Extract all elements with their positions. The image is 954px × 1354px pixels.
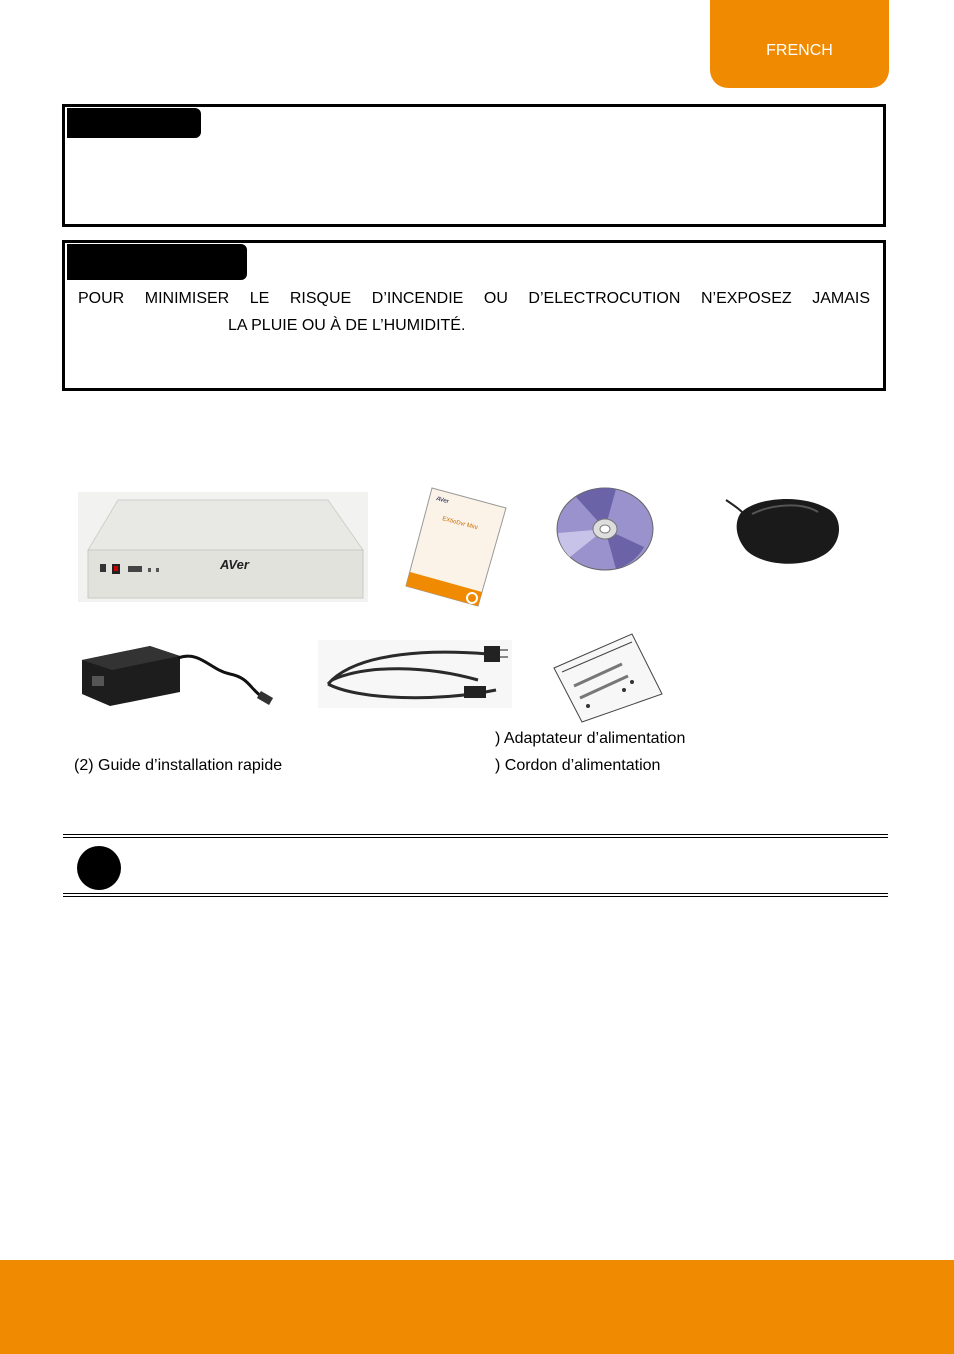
usb-mouse-image: [722, 490, 844, 568]
quick-guide-image: [402, 486, 508, 608]
footer-bar: [0, 1260, 954, 1354]
note-bottom-rule: [63, 893, 888, 894]
power-adapter-image: [80, 640, 276, 712]
attention-label-bar: [67, 108, 201, 138]
power-cord-image: [318, 640, 512, 708]
dvr-brand-mark: AVer: [220, 557, 249, 572]
warning-box: [62, 240, 886, 391]
dvr-unit-image: [78, 492, 368, 602]
attention-box: [62, 104, 886, 227]
note-icon: [77, 846, 121, 890]
note-bottom-rule-inner: [63, 896, 888, 897]
software-cd-image: [556, 487, 654, 571]
guide-brand-mark: AVer: [435, 496, 450, 506]
warning-text-line1: POUR MINIMISER LE RISQUE D’INCENDIE OU D’ELECTROCUTION N’EXPOSEZ JAMAIS: [78, 290, 870, 307]
caption-quick-guide: (2) Guide d’installation rapide: [74, 757, 283, 774]
accessory-bag-image: [552, 632, 664, 724]
note-top-rule: [63, 834, 888, 835]
guide-title-mark: EXtioDvr Mini: [441, 516, 479, 532]
language-tab: [710, 0, 889, 88]
warning-text-line2: LA PLUIE OU À DE L’HUMIDITÉ.: [228, 317, 466, 334]
caption-power-cord: ) Cordon d’alimentation: [495, 757, 661, 774]
language-label: FRENCH: [766, 42, 833, 59]
note-top-rule-inner: [63, 837, 888, 838]
caption-power-adapter: ) Adaptateur d’alimentation: [495, 730, 686, 747]
warning-label-bar: [67, 244, 247, 280]
